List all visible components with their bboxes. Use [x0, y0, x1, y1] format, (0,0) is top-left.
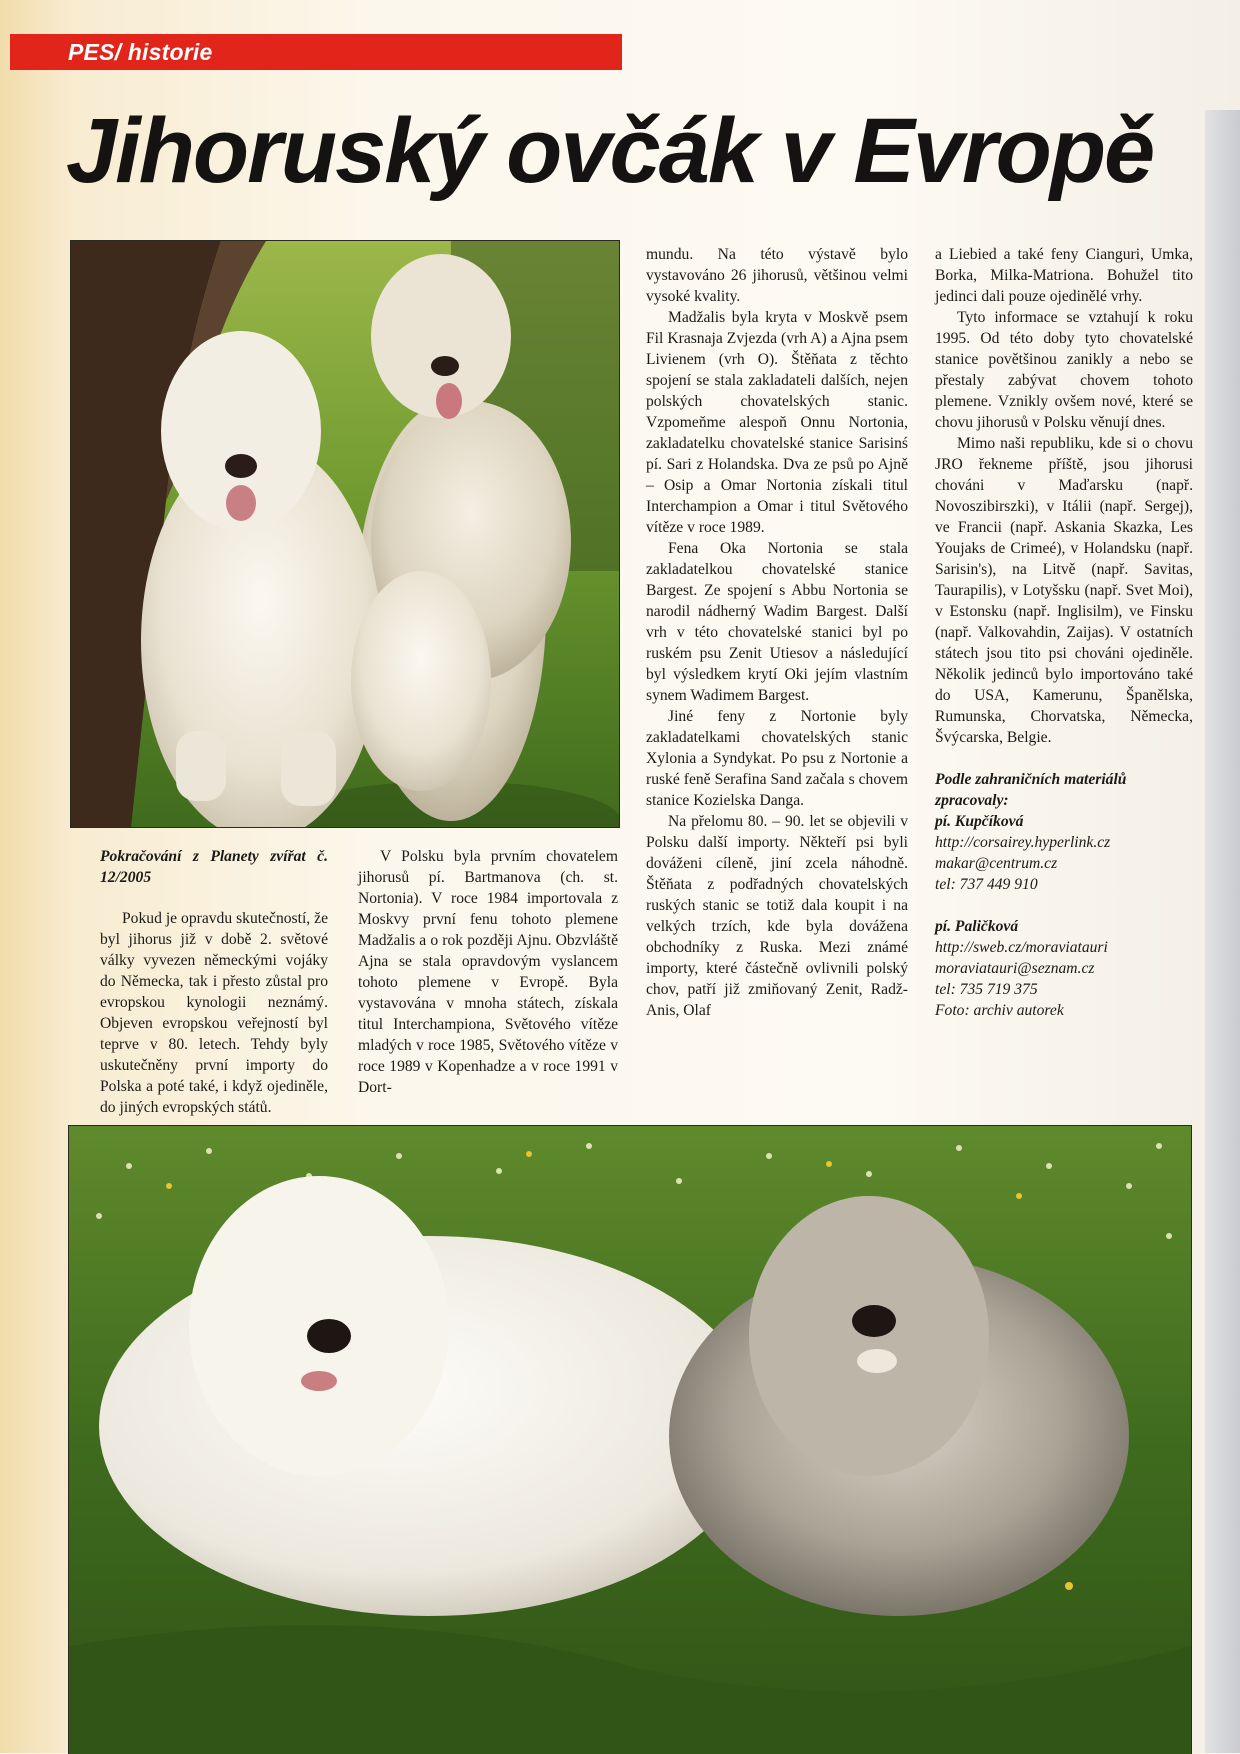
column-1-paragraph: Pokud je opravdu skutečností, že byl jihorus již v době 2. světové války vyvezen německými vojáky do Německa, tak i přesto zůstal pro evropskou kynologii neznámý. Objeven evropskou veřejností byl teprve v 80. letech. Tehdy byly uskutečněny první importy do Polska a poté také, i když ojediněle, do jiných evropských států.: [100, 910, 328, 1116]
author-2-web[interactable]: http://sweb.cz/moraviatauri: [935, 939, 1108, 956]
column-3-paragraph-4: Jiné feny z Nortonie byly zakladatelkami chovatelských stanic Xylonia a Syndykat. Po psu z Nortonie a ruské feně Serafina Sand začala s chovem stanice Kozielska Danga.: [646, 708, 908, 809]
column-3: [646, 244, 908, 1021]
column-4-paragraph-2: Tyto informace se vztahují k roku 1995. Od této doby tyto chovatelské stanice povětšinou zanikly a nebo se přestaly zabývat chovem tohoto plemene. Vznikly ovšem nové, které se chovu jihorusů v Polsku věnují dnes.: [935, 309, 1193, 431]
column-3-paragraph-3: Fena Oka Nortonia se stala zakladatelkou chovatelské stanice Bargest. Ze spojení s Abbu Nortonia se narodil nádherný Wadim Bargest. Další vrh v této chovatelské stanici byl po ruském psu Zenit Utiesov a následující byl výsledkem krytí Oki jejím vlastním synem Wadimem Bargest.: [646, 540, 908, 704]
column-4: [935, 244, 1193, 1021]
photo-credit: Foto: archiv autorek: [935, 1002, 1064, 1019]
column-2-paragraph: V Polsku byla prvním chovatelem jihorusů pí. Bartmanova (ch. st. Nortonia). V roce 1984 importovala z Moskvy první fenu tohoto plemene Madžalis a o rok později Ajnu. Obzvláště Ajna se stala opravdovým vyslancem tohoto plemene v Evropě. Byla vystavována v mnoha státech, získala titul Interchampiona, Světového vítěze mladých v roce 1985, Světového vítěze v roce 1989 v Kopenhadze a v roce 1991 v Dort-: [358, 848, 618, 1096]
author-2-name: pí. Paličková: [935, 918, 1019, 935]
column-4-paragraph-1: a Liebied a také feny Cianguri, Umka, Borka, Milka-Matriona. Bohužel tito jedinci dali pouze ojedinělé vrhy.: [935, 246, 1193, 305]
adjacent-page-edge: [1205, 110, 1240, 1753]
two-white-dogs-image: [71, 241, 619, 827]
author-2-tel: tel: 735 719 375: [935, 981, 1038, 998]
author-1-name: pí. Kupčíková: [935, 813, 1024, 830]
author-1-email[interactable]: makar@centrum.cz: [935, 855, 1058, 872]
column-3-paragraph-5: Na přelomu 80. – 90. let se objevili v Polsku další importy. Někteří psi byli dováženi cíleně, jiní zcela náhodně. Štěňata z podřadných chovatelských ruských stanic se totiž dala koupit i na velkých trzích, kde byla dovážena obchodníky z Ruska. Mezi známé importy, které částečně ovlivnili polský chov, patří již zmiňovaný Zenit, Radž-Anis, Olaf: [646, 813, 908, 1019]
spacer: [935, 748, 1193, 769]
column-3-paragraph-1: mundu. Na této výstavě bylo vystavováno 26 jihorusů, většinou velmi vysoké kvality.: [646, 246, 908, 305]
continuation-caption: Pokračování z Planety zvířat č. 12/2005: [100, 848, 328, 886]
two-dogs-in-grass-photo: [68, 1125, 1192, 1754]
author-1-web[interactable]: http://corsairey.hyperlink.cz: [935, 834, 1111, 851]
two-white-dogs-photo: [70, 240, 620, 828]
column-4-paragraph-3: Mimo naši republiku, kde si o chovu JRO řekneme příště, jsou jihorusi chováni v Maďarsku (např. Novoszibirszki), v Itálii (např. Sergej), ve Francii (např. Askania Skazka, Les Youjaks de Crimeé), v Holandsku (např. Sarisin's), na Litvě (např. Savitas, Taurapilis), v Lotyšsku (např. Svet Moi), v Estonsku (např. Inglisilm), ve Finsku (např. Valkovahdin, Zaijas). V ostatních státech jsou tito psi chováni ojediněle. Několik jedinců bylo importováno také do USA, Kamerunu, Španělska, Rumunska, Chorvatska, Německa, Švýcarska, Belgie.: [935, 435, 1193, 746]
headline: Jihoruský ovčák v Evropě: [66, 100, 1154, 202]
section-label: PES/ historie: [68, 39, 213, 65]
column-1: [100, 846, 328, 1118]
spacer: [935, 895, 1193, 916]
column-2: [358, 846, 618, 1098]
author-2-email[interactable]: moraviatauri@seznam.cz: [935, 960, 1095, 977]
credits-heading: Podle zahraničních materiálů zpracovaly:: [935, 771, 1127, 809]
two-dogs-in-grass-image: [69, 1126, 1191, 1754]
author-1-tel: tel: 737 449 910: [935, 876, 1038, 893]
column-3-paragraph-2: Madžalis byla kryta v Moskvě psem Fil Krasnaja Zvjezda (vrh A) a Ajna psem Livienem (vrh O). Štěňata z těchto spojení se stala zakladateli dalších, nejen polských chovatelských stanic. Vzpomeňme alespoň Onnu Nortonia, zakladatelku chovatelské stanice Sarisinś pí. Sari z Holandska. Dva ze psů po Ajně – Osip a Omar Nortonia získali titul Interchampion a Omar i titul Světového vítěze v roce 1989.: [646, 309, 908, 536]
